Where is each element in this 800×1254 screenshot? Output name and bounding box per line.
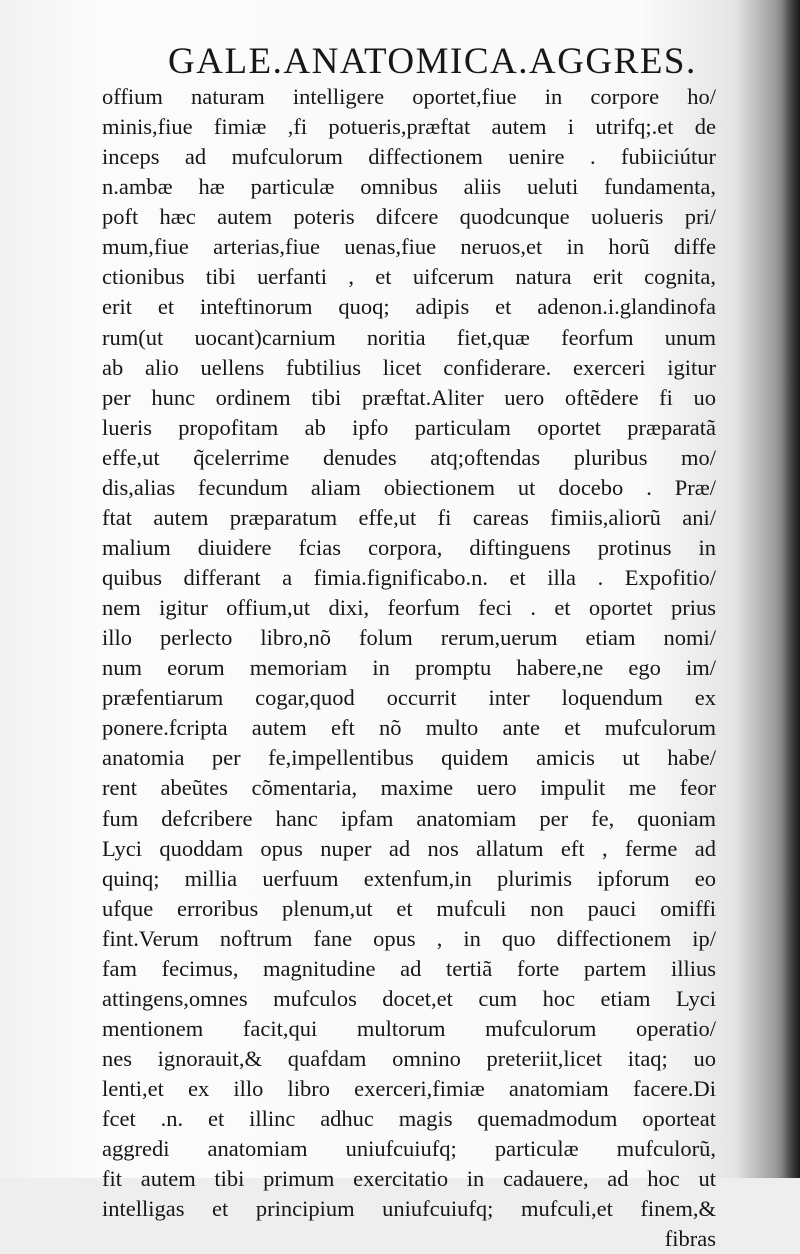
body-text-block <box>102 82 716 1254</box>
text-line: ctionibus tibi uerfanti , et uifcerum natura erit cognita, <box>102 264 716 290</box>
text-line: lueris propofitam ab ipfo particulam oportet præparatã <box>102 414 716 440</box>
text-line: fit autem tibi primum exercitatio in cadauere, ad hoc ut <box>102 1166 716 1192</box>
text-line: erit et inteftinorum quoq; adipis et adenon.i.glandinofa <box>102 294 716 320</box>
text-line: rent abeũtes cõmentaria, maxime uero impulit me feor <box>102 775 716 801</box>
text-line: ufque erroribus plenum,ut et mufculi non pauci omiffi <box>102 895 716 921</box>
text-line: ftat autem præparatum effe,ut fi careas fimiis,aliorũ ani/ <box>102 504 716 530</box>
text-line: per hunc ordinem tibi præftat.Aliter uero oftẽdere fi uo <box>102 384 716 410</box>
text-line: n.ambæ hæ particulæ omnibus aliis ueluti fundamenta, <box>102 174 716 200</box>
text-line: Lyci quoddam opus nuper ad nos allatum eft , ferme ad <box>102 835 716 861</box>
text-line: ab alio uellens fubtilius licet confiderare. exerceri igitur <box>102 354 716 380</box>
text-line: ponere.fcripta autem eft nõ multo ante et mufculorum <box>102 715 716 741</box>
text-line: mum,fiue arterias,fiue uenas,fiue neruos,et in horũ diffe <box>102 234 716 260</box>
binding-gutter-shadow <box>782 0 800 1178</box>
text-line: fint.Verum noftrum fane opus , in quo diffectionem ip/ <box>102 925 716 951</box>
text-line: mentionem facit,qui multorum mufculorum operatio/ <box>102 1015 716 1041</box>
text-line: attingens,omnes mufculos docet,et cum hoc etiam Lyci <box>102 985 716 1011</box>
text-line: inceps ad mufculorum diffectionem uenire . fubiiciútur <box>102 144 716 170</box>
text-line: illo perlecto libro,nõ folum rerum,uerum etiam nomi/ <box>102 625 716 651</box>
text-line: minis,fiue fimiæ ,fi potueris,præftat autem i utrifq;.et de <box>102 114 716 140</box>
text-line: quibus differant a fimia.fignificabo.n. et illa . Expofitio/ <box>102 565 716 590</box>
text-line: rum(ut uocant)carnium noritia fiet,quæ feorfum unum <box>102 324 716 350</box>
text-line: intelligas et principium uniufcuiufq; mufculi,et finem,& <box>102 1196 716 1222</box>
text-line: poft hæc autem poteris difcere quodcunque uolueris pri/ <box>102 204 716 230</box>
text-line: nes ignorauit,& quafdam omnino preteriit,licet itaq; uo <box>102 1046 716 1071</box>
text-line: aggredi anatomiam uniufcuiufq; particulæ mufculorũ, <box>102 1136 716 1162</box>
text-line: effe,ut q̃celerrime denudes atq;oftendas pluribus mo/ <box>102 444 716 470</box>
running-head: GALE.ANATOMICA.AGGRES. <box>168 41 697 82</box>
text-line: malium diuidere fcias corpora, diftinguens protinus in <box>102 534 716 560</box>
text-line: nem igitur offium,ut dixi, feorfum feci . et oportet prius <box>102 595 716 621</box>
text-line: quinq; millia uerfuum extenfum,in plurimis ipforum eo <box>102 865 716 891</box>
text-line: fum defcribere hanc ipfam anatomiam per fe, quoniam <box>102 805 716 831</box>
text-line: fcet .n. et illinc adhuc magis quemadmodum oporteat <box>102 1106 716 1132</box>
text-line: anatomia per fe,impellentibus quidem amicis ut habe/ <box>102 745 716 771</box>
catchword: fibras <box>664 1226 716 1252</box>
text-line: dis,alias fecundum aliam obiectionem ut docebo . Præ/ <box>102 474 716 500</box>
text-line: lenti,et ex illo libro exerceri,fimiæ anatomiam facere.Di <box>102 1076 716 1102</box>
text-line: fam fecimus, magnitudine ad tertiã forte partem illius <box>102 955 716 981</box>
text-line: num eorum memoriam in promptu habere,ne ego im/ <box>102 655 716 681</box>
text-line: offium naturam intelligere oportet,fiue in corpore ho/ <box>102 84 716 109</box>
text-line: præfentiarum cogar,quod occurrit inter loquendum ex <box>102 685 716 711</box>
